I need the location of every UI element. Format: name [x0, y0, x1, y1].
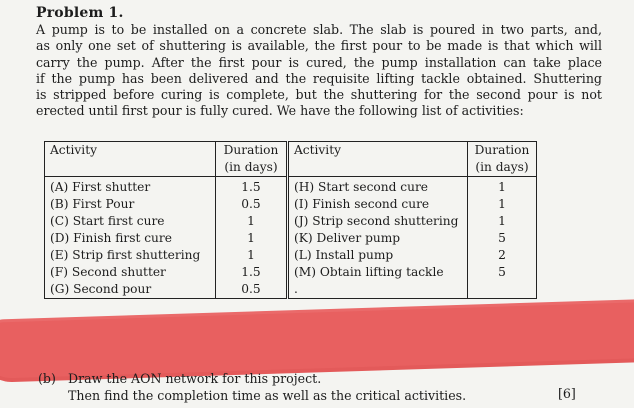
activity-cell: (K) Deliver pump	[288, 230, 468, 247]
question-b-marks: [6]	[558, 386, 576, 401]
problem-description	[36, 22, 602, 120]
redaction-stroke	[0, 301, 634, 379]
activity-cell: (L) Install pump	[288, 247, 468, 264]
activities-table	[44, 141, 537, 299]
duration-cell: 1	[216, 247, 288, 264]
question-b-line: Then find the completion time as well as the critical activities.	[68, 388, 467, 403]
duration-cell: 1	[468, 177, 537, 197]
duration-cell: 1	[216, 213, 288, 230]
paragraph-line: carry the pump. After the first pour is cured, the pump installation can take place	[36, 54, 602, 70]
header-duration: Duration	[216, 142, 288, 160]
table-row	[45, 281, 537, 299]
activity-cell: (G) Second pour	[45, 281, 216, 299]
table-row	[45, 177, 537, 197]
duration-cell: 1.5	[216, 264, 288, 281]
header-duration-unit: (in days)	[468, 159, 537, 177]
activity-cell: (D) Finish first cure	[45, 230, 216, 247]
duration-cell	[468, 281, 537, 299]
activity-cell: (J) Strip second shuttering	[288, 213, 468, 230]
table-row	[45, 196, 537, 213]
activity-cell: (E) Strip first shuttering	[45, 247, 216, 264]
duration-cell: 0.5	[216, 196, 288, 213]
header-duration-unit: (in days)	[216, 159, 288, 177]
duration-cell: 0.5	[216, 281, 288, 299]
question-b-label: (b)	[38, 371, 56, 386]
header-duration: Duration	[468, 142, 537, 160]
paragraph-line: if the pump has been delivered and the requisite lifting tackle obtained. Shuttering	[36, 70, 602, 86]
activity-cell: (H) Start second cure	[288, 177, 468, 197]
duration-cell: 1	[468, 196, 537, 213]
table-header-row	[45, 159, 537, 177]
table-row	[45, 264, 537, 281]
duration-cell: 1	[468, 213, 537, 230]
paragraph-line: is stripped before curing is complete, but the shuttering for the second pour is not	[36, 87, 602, 103]
paragraph-line: erected until first pour is fully cured. We have the following list of activities:	[36, 103, 524, 119]
paragraph-line: as only one set of shuttering is available, the first pour to be made is that which will	[36, 38, 602, 54]
duration-cell: 1	[216, 230, 288, 247]
table-row	[45, 230, 537, 247]
table-header-row	[45, 142, 537, 160]
duration-cell: 1.5	[216, 177, 288, 197]
table-row	[45, 247, 537, 264]
problem-title: Problem 1.	[36, 5, 124, 21]
paragraph-line: A pump is to be installed on a concrete slab. The slab is poured in two parts, and,	[36, 22, 602, 37]
header-activity: Activity	[45, 142, 216, 160]
question-b-line: Draw the AON network for this project.	[68, 371, 322, 386]
activity-cell: (M) Obtain lifting tackle	[288, 264, 468, 281]
duration-cell: 2	[468, 247, 537, 264]
activity-cell: (I) Finish second cure	[288, 196, 468, 213]
activity-cell: (C) Start first cure	[45, 213, 216, 230]
activity-cell: (F) Second shutter	[45, 264, 216, 281]
activity-cell: (B) First Pour	[45, 196, 216, 213]
header-activity: Activity	[288, 142, 468, 160]
duration-cell: 5	[468, 264, 537, 281]
duration-cell: 5	[468, 230, 537, 247]
table-row	[45, 213, 537, 230]
activity-cell: .	[288, 281, 468, 299]
activity-cell: (A) First shutter	[45, 177, 216, 197]
